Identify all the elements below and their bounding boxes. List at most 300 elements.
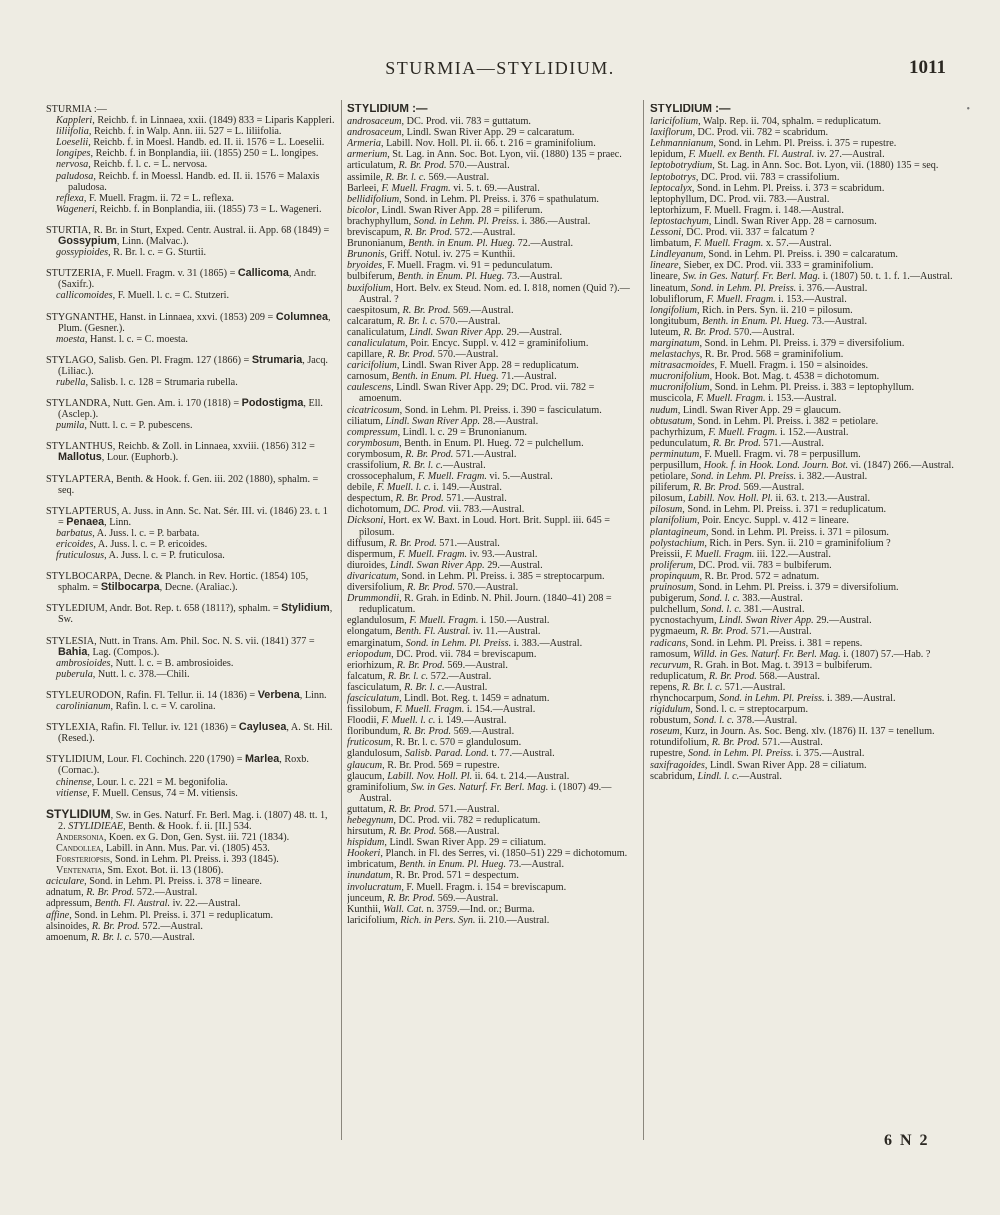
entry-text: 569.—Austral. (450, 304, 514, 316)
italic-text: R. Br. Prod. (388, 803, 437, 815)
index-entry (650, 205, 956, 216)
index-entry (650, 327, 956, 338)
italic-text: aciculare (46, 876, 85, 888)
entry-text: STYLEDIUM, Andr. Bot. Rep. t. 658 (1811?), sphalm. = (46, 603, 282, 615)
entry-text: , Plum. (Gesner.). (58, 311, 331, 334)
index-entry (347, 371, 639, 382)
entry-text: i. 382.—Austral. (796, 471, 868, 483)
entry-text: pulchellum, (650, 604, 701, 616)
index-entry (650, 227, 956, 238)
entry-text: 73.—Austral. (809, 315, 868, 327)
genus-name: Stylidium (281, 602, 330, 615)
italic-text: corymbosum (347, 437, 400, 449)
index-entry (650, 194, 956, 205)
entry-text: , Lour. (Euphorb.). (101, 452, 179, 464)
index-entry (650, 338, 956, 349)
entry-text: , Sond. in Lehm. Pl. Preiss. i. 382 = petiolare. (692, 415, 879, 427)
italic-text: obtusatum (650, 415, 693, 427)
entry-text: iii. 122.—Austral. (754, 548, 831, 560)
entry-text: , Lindl. Swan River App. 28 = carnosum. (708, 215, 877, 227)
entry-text: , Nutt. l. c. = B. ambrosioides. (110, 657, 234, 669)
index-entry (347, 538, 639, 549)
genus-name: Gossypium (58, 235, 117, 248)
entry-text: , R. Br. l. c. = G. Sturtii. (108, 247, 207, 259)
index-entry (347, 682, 639, 693)
entry-text: t. 77.—Austral. (488, 748, 555, 760)
index-entry (650, 504, 956, 515)
column-rule (341, 100, 342, 1140)
index-entry (650, 737, 956, 748)
index-entry (347, 382, 639, 404)
index-entry (56, 171, 336, 193)
entry-text: 570.—Austral. (437, 315, 501, 327)
index-entry (347, 693, 639, 704)
entry-text: Andersonia (56, 831, 104, 843)
italic-text: Lehmannianum (650, 138, 714, 150)
entry-text: breviscapum, (347, 227, 405, 239)
entry-text: i. 375.—Austral. (793, 748, 865, 760)
italic-text: radicans (650, 637, 686, 649)
italic-text: laricifolium (650, 116, 699, 128)
italic-text: mucronifolium (650, 382, 710, 394)
entry-text: articulatum, (347, 160, 399, 172)
italic-text: Labill. Nov. Holl. Pl. (687, 493, 773, 505)
italic-text: inundatum (347, 870, 391, 882)
entry-text: 572.—Austral. (428, 670, 492, 682)
italic-text: Lindl. Swan River App. (390, 559, 485, 571)
italic-text: F. Muell. Fragm. (395, 704, 465, 716)
entry-text: guttatum, (347, 803, 389, 815)
index-entry (46, 571, 336, 593)
italic-text: plantagineum (650, 526, 707, 538)
entry-text: lepidum, (650, 149, 689, 161)
italic-text: R. Br. Prod. (700, 626, 749, 638)
index-entry (650, 771, 956, 782)
entry-text: , Hort. Belv. ex Steud. Nom. ed. I. 818, nomen (Quid ?).—Austral. ? (359, 282, 630, 305)
entry-text: Barleei, (347, 182, 382, 194)
index-entry (650, 438, 956, 449)
entry-text: falcatum, (347, 670, 388, 682)
italic-text: R. Br. l. c. (385, 171, 426, 183)
entry-text: fasciculatum, (347, 681, 405, 693)
italic-text: Lindl. Swan River App. (719, 615, 814, 627)
index-entry (46, 690, 336, 701)
italic-text: R. Br. Prod. (683, 326, 732, 338)
italic-text: bicolor (347, 204, 377, 216)
index-entry (650, 693, 956, 704)
entry-text: luteum, (650, 326, 684, 338)
entry-text: , Sond. in Lehm. Pl. Preiss. i. 371 = pilosum. (706, 526, 889, 538)
index-entry (46, 355, 336, 377)
entry-text: ciliatum, (347, 415, 386, 427)
entry-text: i. 152.—Austral. (777, 426, 849, 438)
entry-text: , Reichb. f. in Moessl. Handb. ed. II. ii. 1576 = Malaxis paludosa. (68, 170, 320, 193)
index-entry (650, 682, 956, 693)
entry-text: perpusillum, (650, 460, 704, 471)
index-entry (347, 760, 639, 771)
italic-text: Rich. in Pers. Syn. (400, 914, 476, 926)
entry-text: ii. 64. t. 214.—Austral. (472, 770, 570, 782)
entry-text: , Sond. in Lehm. Pl. Preiss. i. 378 = lineare. (84, 876, 262, 888)
entry-text: 29.—Austral. (813, 615, 872, 627)
italic-text: DC. Prod. (403, 504, 446, 516)
entry-text: , Sond. in Lehm. Pl. Preiss. i. 381 = repens. (685, 637, 863, 649)
entry-text: reduplicatum, (650, 670, 709, 682)
entry-text: , Salisb. l. c. 128 = Strumaria rubella. (85, 376, 238, 388)
entry-text: 568.—Austral. (756, 670, 820, 682)
italic-text: caricifolium (347, 360, 397, 372)
index-entry (650, 704, 956, 715)
index-entry (56, 137, 336, 148)
entry-text: , Rafin. l. c. = V. carolina. (110, 701, 216, 713)
italic-text: R. Br. Prod. (711, 737, 760, 749)
index-entry (347, 582, 639, 593)
italic-text: glaucum (347, 759, 383, 771)
genus-name: Stilbocarpa (100, 581, 160, 594)
entry-text: 568.—Austral. (436, 826, 500, 838)
entry-text: 570.—Austral. (455, 582, 519, 594)
entry-text: longitubum, (650, 315, 703, 327)
index-entry (347, 715, 639, 726)
entry-text: adpressum, (46, 898, 95, 910)
genus-name: Podostigma (241, 397, 304, 410)
italic-text: lineare (650, 260, 679, 272)
index-entry (347, 626, 639, 637)
italic-text: F. Muell. Fragm. (417, 471, 487, 483)
entry-text: emarginatum, (347, 637, 406, 649)
italic-text: Willd. in Ges. Naturf. Fr. Berl. Mag. (693, 648, 841, 660)
italic-text: R. Br. Prod. (712, 437, 761, 449)
entry-text: STYLIDIUM :— (650, 104, 731, 115)
entry-text: , Griff. Notul. iv. 275 = Kunthii. (384, 249, 516, 261)
index-entry (46, 312, 336, 334)
index-entry (650, 660, 956, 671)
entry-text: elongatum, (347, 626, 396, 638)
index-entry (347, 804, 639, 815)
index-entry (56, 420, 336, 431)
entry-text: —Austral. (739, 770, 782, 782)
entry-text: 570.—Austral. (435, 349, 499, 361)
entry-text: vii. 783.—Austral. (445, 504, 525, 516)
index-entry (347, 615, 639, 626)
index-entry (347, 316, 639, 327)
entry-text: robustum, (650, 715, 694, 727)
italic-text: Sond. in Lehm. Pl. Preiss. (690, 471, 797, 483)
entry-text: , Sond. in Lehm. Pl. Preiss. i. 390 = fasciculatum. (399, 404, 602, 416)
italic-text: nudum (650, 404, 678, 416)
index-entry (347, 882, 639, 893)
entry-text: , St. Lag. in Ann. Soc. Bot. Lyon, vii. (1880) 135 = praec. (387, 149, 622, 161)
entry-text: , Planch. in Fl. des Serres, vi. (1850–51) 229 = dichotomum. (380, 848, 628, 860)
index-entry (347, 116, 639, 127)
entry-text: , Ell. (Asclep.). (58, 398, 323, 421)
italic-text: R. Br. Prod. (387, 349, 436, 361)
index-entry (650, 294, 956, 305)
entry-text: carnosum, (347, 371, 392, 383)
italic-text: chinense (56, 776, 92, 788)
index-entry (650, 615, 956, 626)
italic-text: Hook. f. in Hook. Lond. Journ. Bot. (703, 460, 849, 471)
italic-text: R. Br. l. c. (91, 931, 132, 943)
index-entry (347, 172, 639, 183)
italic-text: moesta (56, 333, 85, 345)
italic-text: Loeselii (56, 137, 89, 149)
index-entry (347, 194, 639, 205)
entry-text: pachyrhizum, (650, 426, 709, 438)
entry-text: 570.—Austral. (731, 326, 795, 338)
index-entry (347, 848, 639, 859)
italic-text: mucronifolium (650, 371, 710, 383)
index-entry (347, 660, 639, 671)
index-entry (650, 160, 956, 171)
index-entry (46, 268, 336, 290)
index-entry (56, 777, 336, 788)
index-entry (347, 638, 639, 649)
entry-text: x. 57.—Austral. (763, 238, 832, 250)
entry-text: , R. Br. Prod. 571 = despectum. (390, 870, 519, 882)
entry-text: 73.—Austral. (504, 271, 563, 283)
index-entry (650, 349, 956, 360)
entry-text: glandulosum, (347, 748, 405, 760)
index-entry (650, 138, 956, 149)
index-entry (56, 539, 336, 550)
italic-text: R. Br. Prod. (693, 482, 742, 494)
italic-text: bryoides (347, 260, 383, 272)
entry-text: pygmaeum, (650, 626, 701, 638)
italic-text: saxifragoides (650, 759, 705, 771)
italic-text: STYLIDIEAE (68, 820, 124, 832)
entry-text: lineatum, (650, 282, 691, 294)
entry-text: , DC. Prod. vii. 783 = guttatum. (401, 116, 531, 128)
continuation-heading (347, 104, 639, 115)
entry-text: , Sond. in Lehm. Pl. Preiss. i. 393 (1845). (109, 854, 279, 866)
entry-text: iv. 27.—Austral. (814, 149, 885, 161)
index-entry (347, 305, 639, 316)
entry-text: 572.—Austral. (139, 920, 203, 932)
italic-text: vitiense (56, 787, 88, 799)
entry-text: capillare, (347, 349, 388, 361)
index-entry (650, 360, 956, 371)
entry-text: i. 149.—Austral. (435, 715, 507, 727)
italic-text: Brunonis (347, 249, 385, 261)
entry-text: , Sond. in Lehm. Pl. Preiss. i. 379 = diversifolium. (693, 582, 899, 594)
entry-text: iv. 93.—Austral. (467, 548, 538, 560)
entry-text: , Reichb. f. in Bonplandia, iii. (1855) 73 = L. Wageneri. (94, 203, 322, 215)
index-entry (650, 149, 956, 160)
index-entry (347, 249, 639, 260)
italic-text: Hookeri (347, 848, 381, 860)
entry-text: , Labill. in Ann. Mus. Par. vi. (1805) 453. (100, 842, 270, 854)
entry-text: , DC. Prod. vii. 783 = bulbiferum. (693, 559, 832, 571)
entry-text: crossocephalum, (347, 471, 418, 483)
entry-text: i. (1807) 57.—Hab. ? (840, 648, 931, 660)
italic-text: nervosa (56, 159, 89, 171)
page-number: 1011 (909, 57, 946, 78)
index-entry (650, 238, 956, 249)
entry-text: i. (1807) 50. t. 1. f. 1.—Austral. (820, 271, 953, 283)
index-entry (46, 398, 336, 420)
italic-text: R. Br. Prod. (86, 887, 135, 899)
genus-name: Verbena (257, 688, 300, 701)
entry-text: , Linn. (Malvac.). (116, 236, 189, 248)
italic-text: Drummondii (347, 593, 400, 605)
italic-text: fruticulosus (56, 550, 105, 562)
index-entry (650, 582, 956, 593)
index-entry (56, 843, 336, 854)
italic-text: Benth. in Enum. Pl. Hueg. (391, 371, 499, 383)
entry-text: debile, (347, 482, 377, 494)
entry-text: ii. 210.—Austral. (475, 914, 550, 926)
italic-text: R. Br. Prod. (405, 448, 454, 460)
italic-text: rubella (56, 376, 86, 388)
italic-text: involucratum (347, 881, 402, 893)
italic-text: puberula (56, 668, 93, 680)
entry-text: STURMIA :— (46, 104, 107, 115)
italic-text: Benth. in Enum. Pl. Hueg. (702, 315, 810, 327)
entry-text: Preissii, (650, 548, 686, 560)
index-entry (347, 238, 639, 249)
italic-text: Wall. Cat. (383, 903, 424, 915)
entry-text: leptophyllum, DC. Prod. vii. 783.—Austral. (650, 193, 830, 205)
entry-text: brachyphyllum, (347, 215, 414, 227)
entry-text: STUTZERIA, F. Muell. Fragm. v. 31 (1865) = (46, 268, 238, 280)
italic-text: Lindl. Swan River App. (409, 326, 504, 338)
entry-text: hirsutum, (347, 826, 389, 838)
entry-text: vi. 5.—Austral. (486, 471, 553, 483)
entry-text: , Lindl. Swan River App. 28 = piliferum. (376, 204, 543, 216)
entry-text: 71.—Austral. (498, 371, 557, 383)
italic-text: ambrosioides (56, 657, 111, 669)
entry-text: assimile, (347, 171, 386, 183)
entry-text: , Sond. in Lehm. Pl. Preiss. i. 379 = diversifolium. (699, 337, 905, 349)
entry-text: , F. Muell. l. c. = C. Stutzeri. (112, 290, 230, 302)
italic-text: canaliculatum (347, 337, 406, 349)
entry-text: , Kurz, in Journ. As. Soc. Beng. xlv. (1876) II. 137 = tenellum. (679, 726, 935, 738)
index-entry (650, 626, 956, 637)
index-entry (650, 382, 956, 393)
italic-text: longipes (56, 148, 91, 160)
index-entry (56, 701, 336, 712)
index-entry (650, 593, 956, 604)
entry-text: STYLESIA, Nutt. in Trans. Am. Phil. Soc. N. S. vii. (1841) 377 = (46, 635, 315, 647)
index-entry (46, 876, 336, 887)
index-entry (347, 593, 639, 615)
italic-text: R. Br. Prod. (404, 227, 453, 239)
entry-text: diuroides, (347, 559, 391, 571)
italic-text: roseum (650, 726, 680, 738)
genus-name: Columnea (275, 310, 329, 323)
entry-text: , F. Muell. Fragm. i. 150 = alsinoides. (714, 360, 869, 372)
italic-text: fasciculatum (347, 692, 400, 704)
index-entry (650, 172, 956, 183)
entry-text: , Hook. Bot. Mag. t. 4538 = dichotomum. (709, 371, 880, 383)
index-entry (650, 405, 956, 416)
italic-text: F. Muell. Fragm. (706, 293, 776, 305)
entry-text: 571.—Austral. (722, 681, 786, 693)
index-entry (347, 748, 639, 759)
entry-text: 383.—Austral. (739, 593, 803, 605)
entry-text: , Rich. in Pers. Syn. ii. 210 = graminifolium ? (704, 537, 891, 549)
entry-text: STYLAGO, Salisb. Gen. Pl. Fragm. 127 (1866) = (46, 354, 252, 366)
entry-text: fissilobum, (347, 704, 396, 716)
italic-text: Salisb. Parad. Lond. (404, 748, 489, 760)
entry-text: i. 153.—Austral. (775, 293, 847, 305)
index-entry (46, 603, 336, 625)
entry-text: , Sw. (58, 603, 333, 626)
column-1 (46, 104, 336, 1144)
entry-text: floribundum, (347, 726, 404, 738)
entry-text: 569.—Austral. (435, 892, 499, 904)
entry-text: , Koen. ex G. Don, Gen. Syst. iii. 721 (1834). (103, 831, 290, 843)
italic-text: leptocalyx (650, 182, 692, 194)
italic-text: Benth. Fl. Austral. (395, 626, 471, 638)
index-entry (650, 316, 956, 327)
entry-text: , Lindl. Swan River App. 29; DC. Prod. vii. 782 = amoenum. (359, 382, 595, 405)
entry-text: i. (1807) 49.—Austral. (359, 781, 612, 804)
italic-text: Sw. in Ges. Naturf. Fr. Berl. Mag. (410, 781, 549, 793)
italic-text: Dicksoni (347, 515, 384, 527)
entry-text: , Reichb. f. in Walp. Ann. iii. 527 = L. liliifolia. (88, 126, 282, 138)
entry-text: i. 154.—Austral. (464, 704, 536, 716)
entry-text: 569.—Austral. (741, 482, 805, 494)
entry-text: , Sond. in Lehm. Pl. Preiss. i. 371 = reduplicatum. (69, 909, 274, 921)
italic-text: Sond. in Lehm. Pl. Preiss. (690, 282, 797, 294)
italic-text: R. Br. Prod. (387, 892, 436, 904)
column-2 (347, 104, 639, 1144)
entry-text: , Sond. in Lehm. Pl. Preiss. i. 385 = streptocarpum. (396, 570, 605, 582)
index-entry (650, 283, 956, 294)
italic-text: Sw. in Ges. Naturf. Fr. Berl. Mag. (682, 271, 821, 283)
entry-text: piliferum, (650, 482, 694, 494)
index-entry (347, 260, 639, 271)
index-entry (56, 290, 336, 301)
entry-text: i. 389.—Austral. (824, 692, 896, 704)
italic-text: F. Muell. Fragm. (694, 238, 764, 250)
entry-text: STYGNANTHE, Hanst. in Linnaea, xxvi. (1853) 209 = (46, 311, 276, 323)
index-entry (56, 550, 336, 561)
index-entry (46, 506, 336, 528)
index-entry (347, 771, 639, 782)
entry-text: caespitosum, (347, 304, 403, 316)
entry-text: pycnostachyum, (650, 615, 720, 627)
entry-text: Brunonianum, (347, 238, 409, 250)
index-entry (56, 148, 336, 159)
index-entry (650, 183, 956, 194)
italic-text: divaricatum (347, 570, 397, 582)
italic-text: cicatricosum (347, 404, 400, 416)
entry-text: , DC. Prod. vii. 782 = scabridum. (692, 127, 829, 139)
index-entry (347, 405, 639, 416)
entry-text: i. 149.—Austral. (430, 482, 502, 494)
entry-text: , Lag. (Compos.). (87, 646, 160, 658)
italic-text: buxifolium (347, 282, 391, 294)
index-entry (46, 887, 336, 898)
entry-text: —Austral. (442, 460, 486, 471)
entry-text: , Andr. (Saxifr.). (58, 268, 317, 291)
index-entry (56, 528, 336, 539)
italic-text: F. Muell. l. c. (381, 715, 436, 727)
entry-text: , Sm. Exot. Bot. ii. 13 (1806). (102, 865, 224, 877)
index-entry (347, 471, 639, 482)
index-entry (347, 338, 639, 349)
entry-text: iv. 11.—Austral. (470, 626, 541, 638)
entry-text: Kunthii, (347, 903, 384, 915)
entry-text: STYLANDRA, Nutt. Gen. Am. i. 170 (1818) = (46, 398, 242, 410)
index-entry (650, 116, 956, 127)
entry-text: diversifolium, (347, 582, 407, 594)
italic-text: polystachium (650, 537, 705, 549)
running-title: STURMIA—STYLIDIUM. (385, 58, 615, 78)
